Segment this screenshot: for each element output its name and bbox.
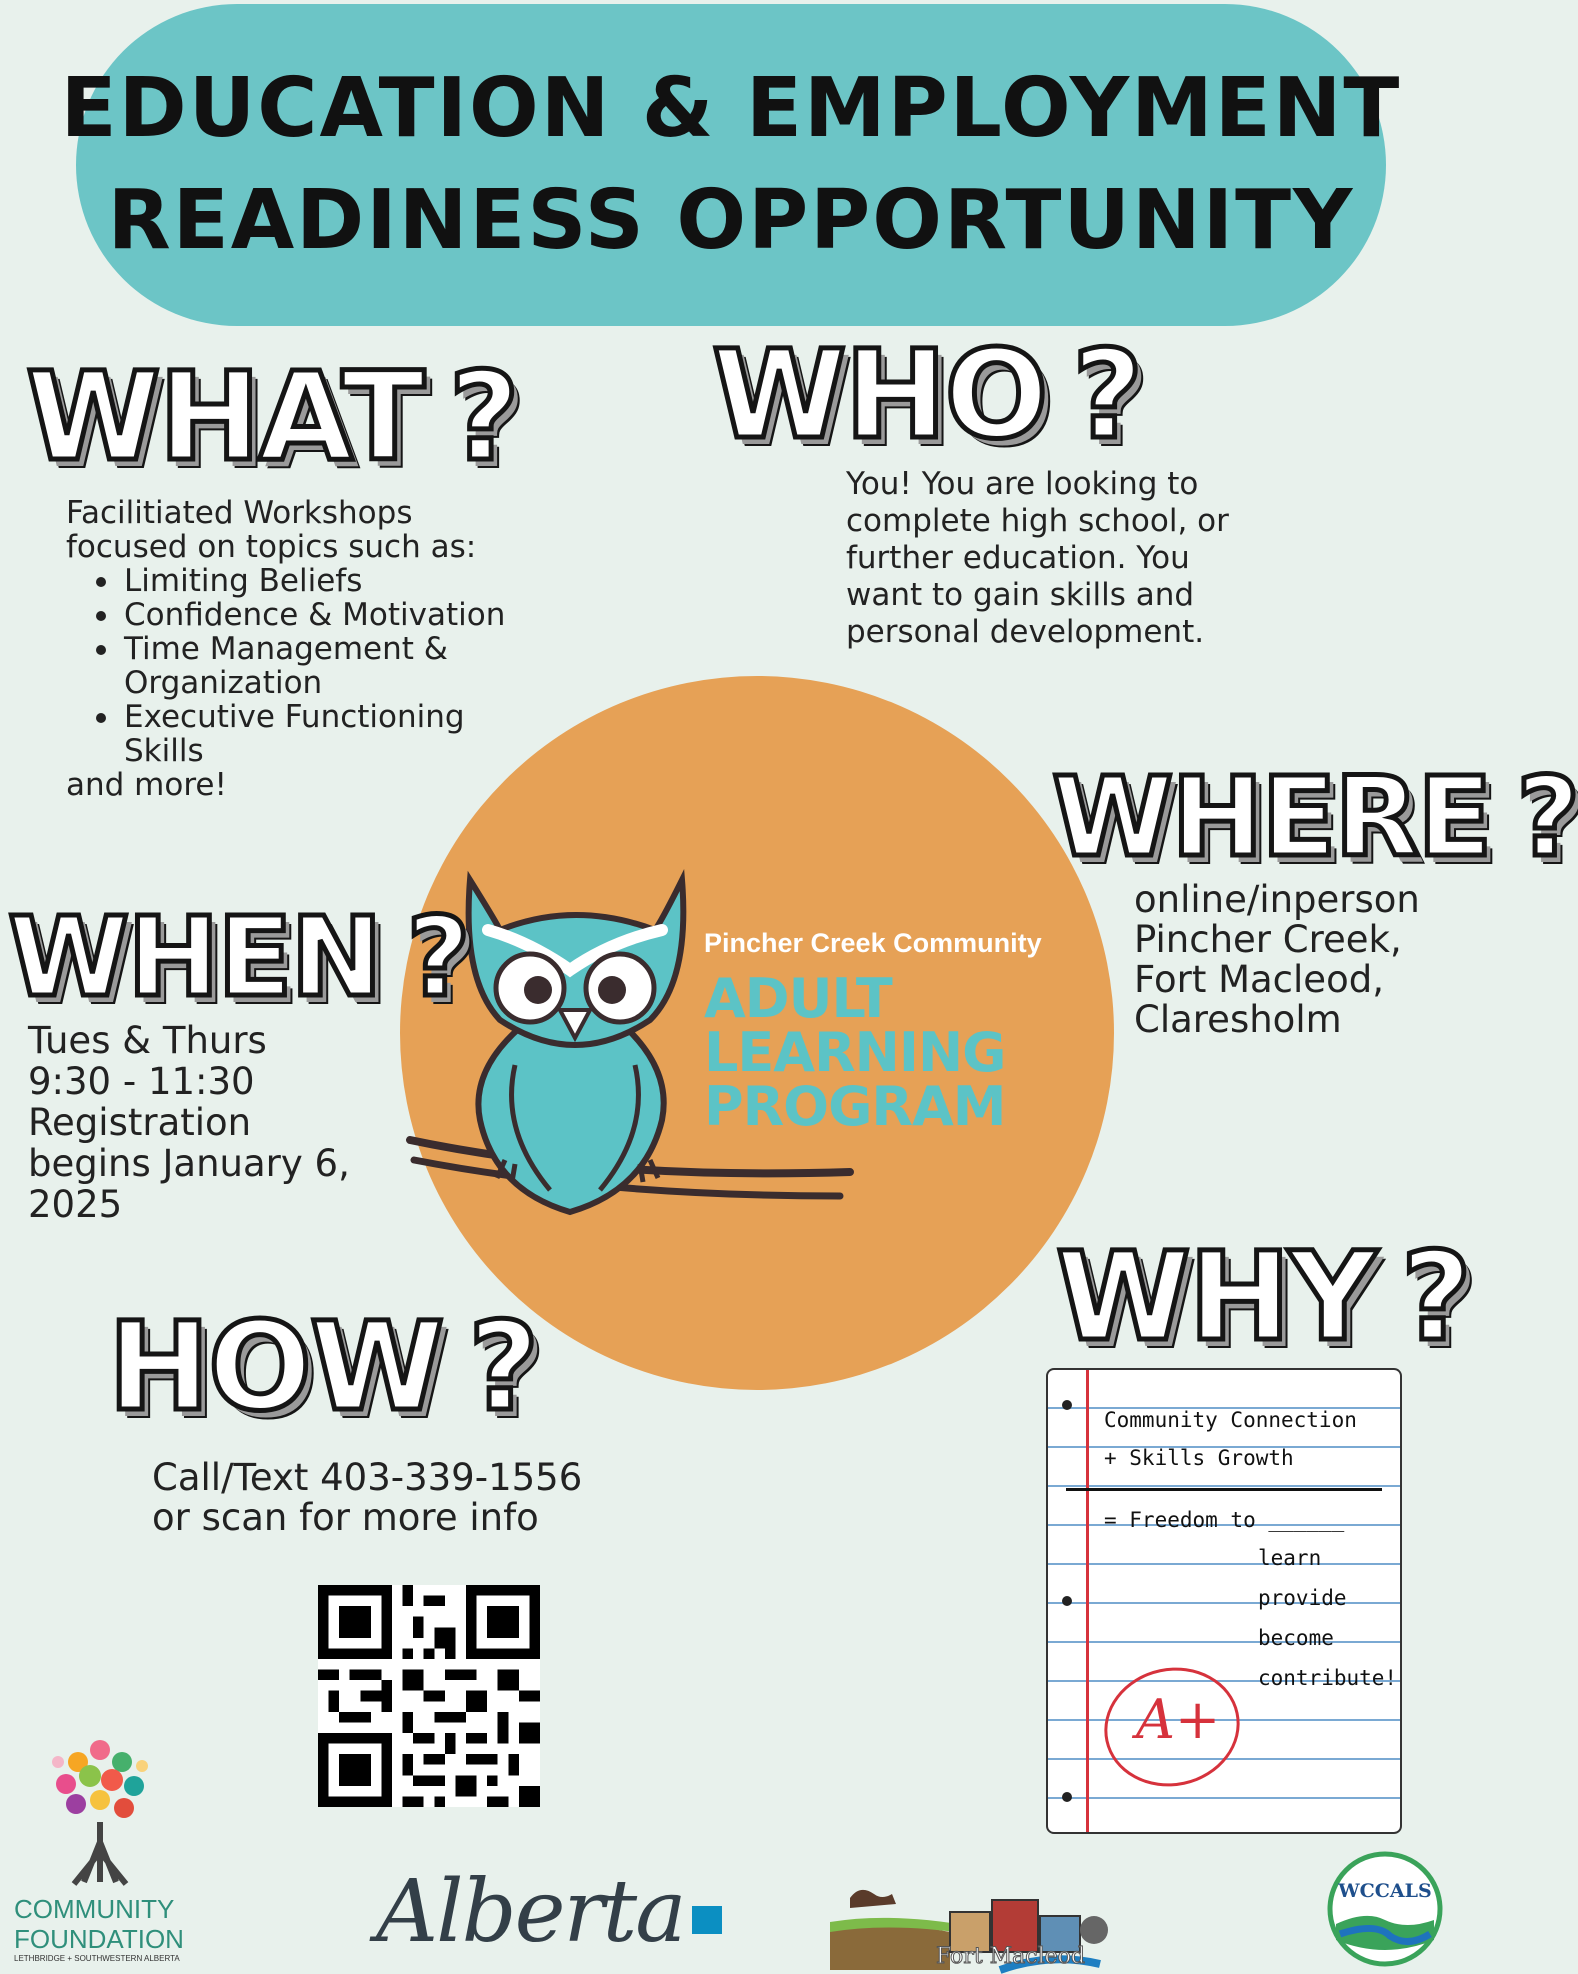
who-heading <box>712 324 1142 466</box>
notebook-sum-line <box>1066 1488 1382 1491</box>
notebook-paper <box>1046 1368 1402 1834</box>
alberta-logo: Alberta <box>376 1862 685 1962</box>
how-heading-text: HOW <box>108 1296 443 1438</box>
notebook-line: provide <box>1258 1586 1347 1610</box>
where-question-mark: ? <box>1516 753 1578 881</box>
what-intro-line-1: Facilitiated Workshops <box>66 495 413 531</box>
when-heading <box>8 892 468 1022</box>
what-heading-text: WHAT <box>26 346 423 488</box>
community-foundation-tree-icon <box>46 1732 154 1888</box>
program-logo-line-3: PROGRAM <box>704 1075 1006 1138</box>
when-heading-text: WHEN <box>8 893 381 1021</box>
grade-text: A+ <box>1136 1688 1221 1751</box>
list-item: Executive Functioning Skills <box>124 700 544 768</box>
list-item: Limiting Beliefs <box>124 564 586 598</box>
notebook-line: + Skills Growth <box>1104 1446 1294 1470</box>
community-foundation-subtitle: LETHBRIDGE + SOUTHWESTERN ALBERTA <box>14 1954 180 1963</box>
community-foundation-line-2: FOUNDATION <box>14 1924 184 1954</box>
program-logo-subtitle: Pincher Creek Community <box>704 928 1042 958</box>
list-item: Confidence & Motivation <box>124 598 586 632</box>
program-logo-wordmark <box>704 967 1006 1138</box>
title-banner <box>60 4 1402 326</box>
notebook-line: contribute! <box>1258 1666 1398 1690</box>
where-line: Pincher Creek, <box>1134 918 1402 961</box>
how-heading <box>108 1296 538 1438</box>
community-foundation-line-1: COMMUNITY <box>14 1894 175 1924</box>
what-intro-line-2: focused on topics such as: <box>66 529 477 565</box>
who-line: personal development. <box>846 614 1205 650</box>
how-line-1: Call/Text 403-339-1556 <box>152 1456 583 1499</box>
notebook-hole <box>1062 1792 1072 1802</box>
when-line: Tues & Thurs <box>28 1019 267 1062</box>
why-question-mark: ? <box>1401 1226 1470 1368</box>
wccals-logo <box>1326 1850 1444 1968</box>
who-description <box>846 466 1406 651</box>
what-description <box>66 496 586 802</box>
qr-code[interactable] <box>318 1585 540 1807</box>
title-line-2: READINESS OPPORTUNITY <box>107 173 1355 268</box>
list-item: Time Management & Organization <box>124 632 484 700</box>
who-line: You! You are looking to <box>846 466 1199 502</box>
when-description <box>28 1020 408 1225</box>
when-question-mark: ? <box>406 893 469 1021</box>
who-line: further education. You <box>846 540 1190 576</box>
what-outro: and more! <box>66 767 227 803</box>
topic-list <box>66 564 586 768</box>
when-line: Registration <box>28 1101 252 1144</box>
who-line: complete high school, or <box>846 503 1229 539</box>
notebook-hole <box>1062 1596 1072 1606</box>
who-question-mark: ? <box>1072 324 1142 466</box>
when-line: 2025 <box>28 1183 123 1226</box>
program-logo-line-1: ADULT <box>704 967 892 1030</box>
how-description <box>152 1458 672 1538</box>
where-heading <box>1052 752 1578 882</box>
why-heading-text: WHY <box>1056 1226 1376 1368</box>
fort-macleod-text: Fort Macleod <box>936 1944 1086 1969</box>
notebook-hole <box>1062 1400 1072 1410</box>
where-heading-text: WHERE <box>1052 753 1491 881</box>
where-line: Fort Macleod, <box>1134 958 1384 1001</box>
how-question-mark: ? <box>468 1296 538 1438</box>
where-description <box>1134 880 1474 1040</box>
notebook-line: = Freedom to ______ <box>1104 1508 1345 1532</box>
notebook-margin-line <box>1086 1370 1089 1832</box>
who-line: want to gain skills and <box>846 577 1195 613</box>
where-line: online/inperson <box>1134 878 1420 921</box>
alberta-logo-square <box>692 1906 722 1934</box>
notebook-line: become <box>1258 1626 1334 1650</box>
where-line: Claresholm <box>1134 998 1342 1041</box>
program-logo-line-2: LEARNING <box>704 1021 1006 1084</box>
what-question-mark: ? <box>448 346 518 488</box>
title-line-1: EDUCATION & EMPLOYMENT <box>60 61 1402 156</box>
what-heading <box>26 346 518 488</box>
notebook-line: Community Connection <box>1104 1408 1357 1432</box>
how-line-2: or scan for more info <box>152 1496 539 1539</box>
wccals-text: WCCALS <box>1338 1880 1432 1902</box>
who-heading-text: WHO <box>712 324 1047 466</box>
why-heading <box>1056 1226 1470 1368</box>
notebook-line: learn <box>1258 1546 1322 1570</box>
when-line: begins January 6, <box>28 1142 350 1185</box>
when-line: 9:30 - 11:30 <box>28 1060 255 1103</box>
